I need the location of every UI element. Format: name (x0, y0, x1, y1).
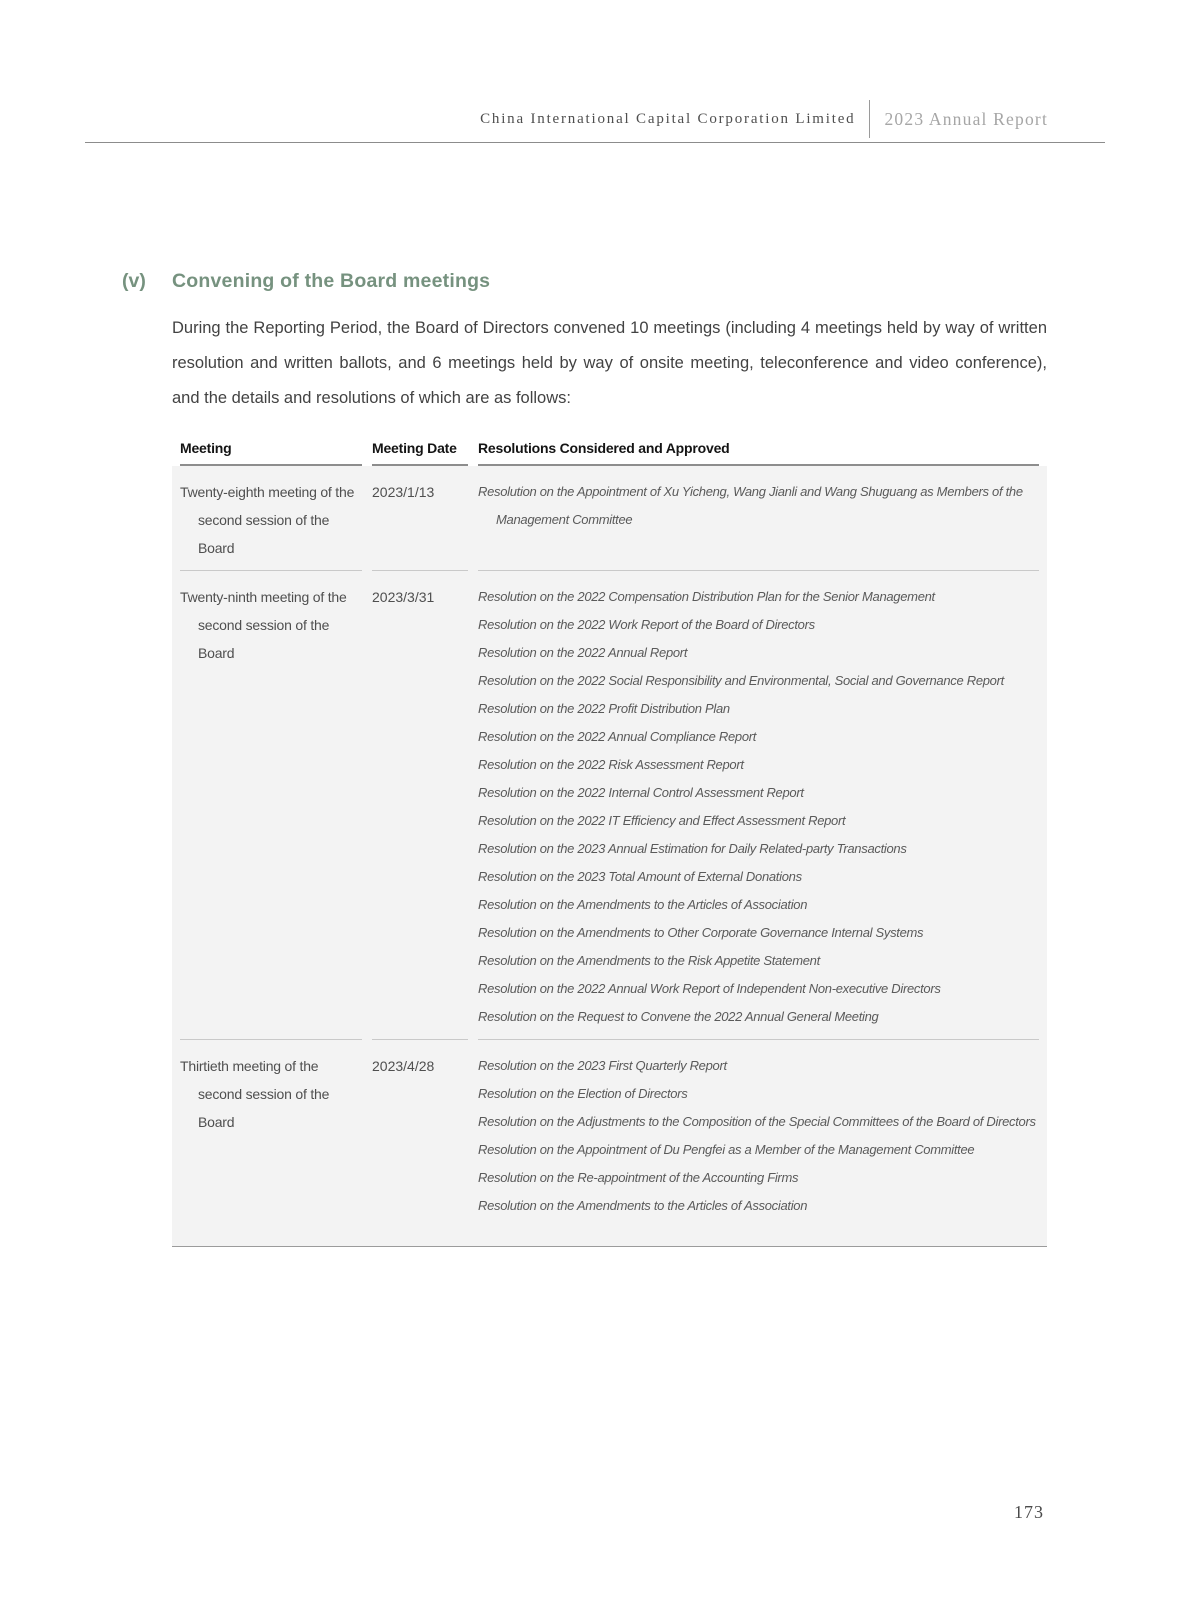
resolution-item: Resolution on the Request to Convene the 2022 Annual General Meeting (478, 1009, 879, 1024)
resolution-item: Resolution on the 2023 Total Amount of External Donations (478, 869, 802, 884)
resolution-item: Resolution on the 2022 Risk Assessment Report (478, 757, 744, 772)
section-index-label: (v) (122, 270, 146, 292)
resolution-item: Resolution on the Appointment of Du Pengfei as a Member of the Management Committee (478, 1142, 975, 1157)
resolutions-cell (478, 571, 1039, 1040)
meeting-date-cell: 2023/4/28 (372, 1058, 435, 1074)
resolutions-cell (478, 466, 1039, 571)
company-name: China International Capital Corporation Limited (480, 110, 856, 127)
meeting-date-cell: 2023/3/31 (372, 571, 468, 1040)
column-header-meeting: Meeting (180, 440, 362, 466)
intro-paragraph: During the Reporting Period, the Board of Directors convened 10 meetings (including 4 meetings held by way of written resolution and written ballots, and 6 meetings held by way of onsite meeting, teleconference and video conference), and the details and resolutions of which are as follows: (172, 319, 1047, 407)
table-body (172, 466, 1047, 1247)
resolution-item: Resolution on the Amendments to the Articles of Association (478, 897, 808, 912)
resolutions-cell (478, 1040, 1039, 1246)
section-content (122, 270, 1047, 1247)
resolution-item: Resolution on the 2022 Social Responsibility and Environmental, Social and Governance Report (478, 673, 1004, 688)
resolution-item: Resolution on the 2022 Internal Control Assessment Report (478, 785, 804, 800)
resolution-item: Resolution on the 2022 Annual Work Report of Independent Non-executive Directors (478, 981, 941, 996)
meeting-date-cell: 2023/1/13 (372, 466, 468, 571)
page-number: 173 (1014, 1502, 1044, 1522)
meeting-name-cell: Twenty-eighth meeting of the second session of the Board (180, 466, 362, 571)
resolution-item: Resolution on the Adjustments to the Composition of the Special Committees of the Board of Directors (478, 1114, 1036, 1129)
section-title: Convening of the Board meetings (172, 270, 491, 292)
column-header-resolutions: Resolutions Considered and Approved (478, 440, 1039, 466)
column-header-meeting-date: Meeting Date (372, 440, 468, 466)
section-heading (122, 270, 1047, 293)
resolution-item: Resolution on the 2023 First Quarterly Report (478, 1058, 727, 1073)
meeting-name-cell: Thirtieth meeting of the second session of the Board (180, 1058, 330, 1130)
resolution-item: Resolution on the Appointment of Xu Yicheng, Wang Jianli and Wang Shuguang as Members of the Management Committee (478, 484, 1023, 527)
header-divider (869, 100, 870, 138)
header-rule (85, 142, 1105, 143)
board-meetings-table (172, 440, 1047, 1247)
resolution-item: Resolution on the 2022 Work Report of the Board of Directors (478, 617, 815, 632)
resolution-item: Resolution on the Amendments to Other Corporate Governance Internal Systems (478, 925, 924, 940)
report-title: 2023 Annual Report (884, 108, 1048, 129)
resolution-item: Resolution on the Re-appointment of the Accounting Firms (478, 1170, 799, 1185)
table-header-row (172, 440, 1047, 466)
resolution-item: Resolution on the 2022 Profit Distribution Plan (478, 701, 730, 716)
table-row (180, 571, 1039, 1040)
resolution-item: Resolution on the 2023 Annual Estimation for Daily Related-party Transactions (478, 841, 907, 856)
resolution-item: Resolution on the 2022 Compensation Distribution Plan for the Senior Management (478, 589, 935, 604)
running-head (480, 100, 1048, 138)
table-row (180, 466, 1039, 571)
resolution-item: Resolution on the 2022 Annual Report (478, 645, 688, 660)
resolution-item: Resolution on the Amendments to the Articles of Association (478, 1198, 808, 1213)
resolution-item: Resolution on the 2022 Annual Compliance Report (478, 729, 757, 744)
resolution-item: Resolution on the Amendments to the Risk Appetite Statement (478, 953, 820, 968)
table-row (180, 1040, 1039, 1246)
meeting-name-cell: Twenty-ninth meeting of the second session of the Board (180, 571, 362, 1040)
resolution-item: Resolution on the 2022 IT Efficiency and Effect Assessment Report (478, 813, 846, 828)
resolution-item: Resolution on the Election of Directors (478, 1086, 688, 1101)
